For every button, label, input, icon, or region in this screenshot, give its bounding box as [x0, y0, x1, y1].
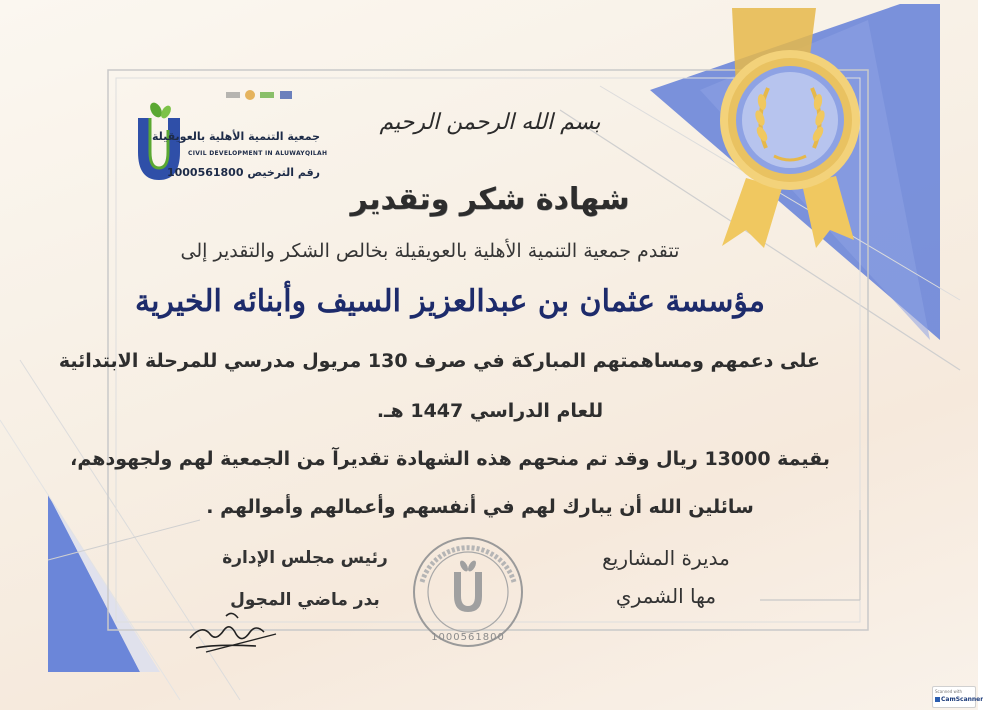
recipient-name: مؤسسة عثمان بن عبدالعزيز السيف وأبنائه الخيرية: [135, 284, 765, 319]
camscanner-icon: [935, 697, 940, 702]
handwritten-signature-icon: [186, 604, 286, 660]
camscanner-label: CamScanner: [941, 696, 983, 703]
logo-name-english: CIVIL DEVELOPMENT IN ALUWAYQILAH: [188, 150, 328, 157]
projects-manager-title: مديرة المشاريع: [602, 546, 730, 570]
camscanner-badge: [932, 686, 983, 708]
certificate-title: شهادة شكر وتقدير: [350, 182, 630, 217]
partner-logos-icon: [224, 88, 298, 104]
logo-license: [166, 166, 320, 179]
license-number: 1000561800: [166, 166, 244, 179]
projects-manager-name: مها الشمري: [615, 584, 717, 608]
body-line-2: للعام الدراسي 1447 هـ.: [376, 400, 604, 422]
body-line-1: على دعمهم ومساهمتهم المباركة في صرف 130 مريول مدرسي للمرحلة الابتدائية: [58, 350, 820, 372]
chairman-name: بدر ماضي المجول: [230, 590, 380, 610]
body-line-3: بقيمة 13000 ريال وقد تم منحهم هذه الشهادة تقديرآ من الجمعية لهم ولجهودهم،: [70, 448, 830, 470]
bismillah-text: بسم الله الرحمن الرحيم: [379, 110, 601, 135]
stamp-number: 1000561800: [431, 632, 505, 643]
logo-name-arabic: جمعية التنمية الأهلية بالعويقيلة: [151, 130, 320, 143]
body-line-4: سائلين الله أن يبارك لهم في أنفسهم وأعمالهم وأموالهم .: [206, 496, 754, 518]
laurel-seal-icon: [706, 8, 876, 258]
camscanner-top-text: Scanned with: [935, 689, 963, 694]
organization-stamp-icon: [400, 536, 536, 646]
camscanner-bottom: [935, 696, 983, 703]
license-label: رقم الترخيص: [247, 166, 320, 179]
bismillah-calligraphy: [340, 100, 640, 160]
chairman-title: رئيس مجلس الإدارة: [222, 548, 388, 568]
organization-logo: [132, 100, 328, 186]
certificate-intro: تتقدم جمعية التنمية الأهلية بالعويقيلة بخالص الشكر والتقدير إلى: [180, 240, 680, 262]
